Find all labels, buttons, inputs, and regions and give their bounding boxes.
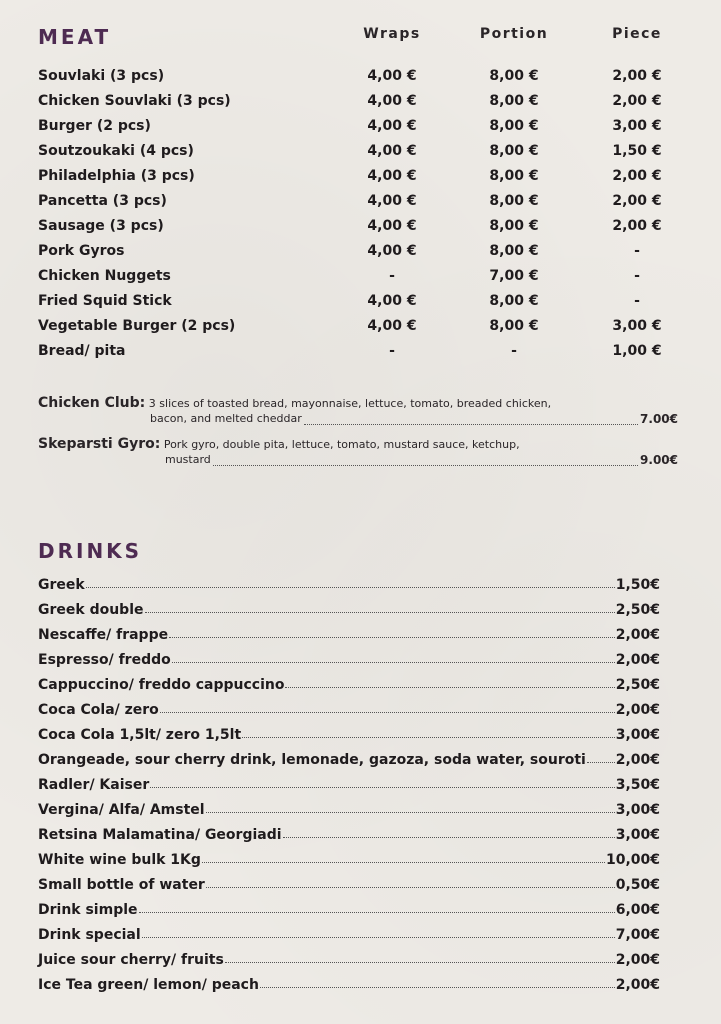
meat-item-portion-price: 8,00 €	[489, 293, 539, 309]
meat-item-piece-price: 2,00 €	[612, 218, 662, 234]
drink-item-row	[38, 693, 660, 718]
meat-item-name: Vegetable Burger (2 pcs)	[38, 318, 236, 334]
drink-item-name: Orangeade, sour cherry drink, lemonade, gazoza, soda water, souroti	[38, 752, 586, 768]
meat-item-name: Chicken Souvlaki (3 pcs)	[38, 93, 231, 109]
drink-item-name: Small bottle of water	[38, 877, 205, 893]
meat-item-wraps-price: 4,00 €	[367, 118, 417, 134]
meat-item-wraps-price: 4,00 €	[367, 143, 417, 159]
drink-item-price: 2,50€	[615, 602, 660, 618]
meat-item-name: Pork Gyros	[38, 243, 125, 259]
drink-item-name: Drink special	[38, 927, 141, 943]
drink-item-price: 3,00€	[615, 727, 660, 743]
chicken-club-special	[38, 395, 678, 429]
meat-item-portion-price: 8,00 €	[489, 193, 539, 209]
dot-leader	[242, 737, 615, 738]
meat-item-row	[38, 316, 678, 341]
dot-leader	[202, 862, 605, 863]
dot-leader	[145, 612, 615, 613]
drink-item-name: Juice sour cherry/ fruits	[38, 952, 224, 968]
drink-item-name: Coca Cola 1,5lt/ zero 1,5lt	[38, 727, 242, 743]
meat-item-portion-price: 8,00 €	[489, 93, 539, 109]
drink-item-row	[38, 618, 660, 643]
meat-item-row	[38, 341, 678, 366]
dot-leader	[139, 912, 615, 913]
drink-item-row	[38, 668, 660, 693]
column-wraps: Wraps	[363, 26, 421, 42]
drink-item-name: Greek double	[38, 602, 144, 618]
dot-leader	[206, 887, 615, 888]
drink-item-name: Cappuccino/ freddo cappuccino	[38, 677, 285, 693]
drink-item-price: 0,50€	[615, 877, 660, 893]
drink-item-name: Nescaffe/ frappe	[38, 627, 169, 643]
column-portion: Portion	[479, 26, 549, 42]
dot-leader	[304, 412, 638, 425]
drink-item-price: 2,50€	[615, 677, 660, 693]
drink-item-name: Vergina/ Alfa/ Amstel	[38, 802, 205, 818]
meat-item-portion-price: -	[511, 343, 517, 359]
meat-item-portion-price: 8,00 €	[489, 218, 539, 234]
meat-item-name: Fried Squid Stick	[38, 293, 172, 309]
meat-item-row	[38, 66, 678, 91]
drink-item-row	[38, 643, 660, 668]
meat-item-wraps-price: -	[389, 343, 395, 359]
meat-item-piece-price: 3,00 €	[612, 318, 662, 334]
dot-leader	[150, 787, 614, 788]
meat-item-wraps-price: 4,00 €	[367, 168, 417, 184]
drink-item-price: 2,00€	[615, 977, 660, 993]
drink-item-price: 2,00€	[615, 627, 660, 643]
drink-item-price: 3,50€	[615, 777, 660, 793]
meat-item-piece-price: 3,00 €	[612, 118, 662, 134]
chicken-club-description-line1: 3 slices of toasted bread, mayonnaise, lettuce, tomato, breaded chicken,	[148, 397, 552, 410]
skeparsti-gyro-label: Skeparsti Gyro:	[38, 436, 161, 452]
meat-item-row	[38, 266, 678, 291]
chicken-club-price: 7.00€	[640, 412, 678, 426]
meat-item-portion-price: 7,00 €	[489, 268, 539, 284]
drink-item-name: Espresso/ freddo	[38, 652, 171, 668]
drink-item-name: Greek	[38, 577, 85, 593]
drink-item-name: Coca Cola/ zero	[38, 702, 159, 718]
drink-item-row	[38, 768, 660, 793]
meat-item-name: Bread/ pita	[38, 343, 126, 359]
dot-leader	[142, 937, 615, 938]
drink-item-price: 6,00€	[615, 902, 660, 918]
dot-leader	[283, 837, 615, 838]
skeparsti-gyro-description-line2: mustard	[165, 453, 211, 466]
meat-item-row	[38, 166, 678, 191]
chicken-club-label: Chicken Club:	[38, 395, 146, 411]
meat-item-portion-price: 8,00 €	[489, 118, 539, 134]
meat-item-piece-price: 1,00 €	[612, 343, 662, 359]
skeparsti-gyro-price: 9.00€	[640, 453, 678, 467]
meat-item-piece-price: -	[634, 293, 640, 309]
meat-item-name: Sausage (3 pcs)	[38, 218, 164, 234]
drink-item-name: Ice Tea green/ lemon/ peach	[38, 977, 259, 993]
drink-item-row	[38, 843, 660, 868]
meat-item-piece-price: 2,00 €	[612, 68, 662, 84]
meat-item-portion-price: 8,00 €	[489, 143, 539, 159]
meat-item-piece-price: 1,50 €	[612, 143, 662, 159]
meat-item-name: Philadelphia (3 pcs)	[38, 168, 195, 184]
meat-item-portion-price: 8,00 €	[489, 168, 539, 184]
drink-item-row	[38, 943, 660, 968]
meat-item-name: Soutzoukaki (4 pcs)	[38, 143, 194, 159]
drink-item-row	[38, 918, 660, 943]
meat-list	[38, 66, 678, 366]
meat-item-row	[38, 241, 678, 266]
meat-item-piece-price: 2,00 €	[612, 168, 662, 184]
meat-item-wraps-price: 4,00 €	[367, 193, 417, 209]
meat-item-row	[38, 91, 678, 116]
meat-item-piece-price: 2,00 €	[612, 193, 662, 209]
drink-item-row	[38, 793, 660, 818]
meat-item-name: Chicken Nuggets	[38, 268, 171, 284]
drink-item-row	[38, 718, 660, 743]
dot-leader	[225, 962, 615, 963]
meat-item-wraps-price: 4,00 €	[367, 318, 417, 334]
meat-item-row	[38, 191, 678, 216]
meat-item-portion-price: 8,00 €	[489, 318, 539, 334]
meat-item-piece-price: -	[634, 268, 640, 284]
meat-item-row	[38, 116, 678, 141]
drink-item-name: Radler/ Kaiser	[38, 777, 150, 793]
dot-leader	[169, 637, 615, 638]
dot-leader	[260, 987, 615, 988]
meat-item-row	[38, 291, 678, 316]
drink-item-row	[38, 743, 660, 768]
dot-leader	[206, 812, 615, 813]
meat-item-wraps-price: 4,00 €	[367, 218, 417, 234]
drink-item-price: 2,00€	[615, 752, 660, 768]
skeparsti-gyro-special	[38, 436, 678, 470]
dot-leader	[172, 662, 615, 663]
drink-item-price: 1,50€	[615, 577, 660, 593]
meat-item-portion-price: 8,00 €	[489, 243, 539, 259]
drink-item-price: 10,00€	[605, 852, 660, 868]
meat-item-name: Burger (2 pcs)	[38, 118, 151, 134]
dot-leader	[160, 712, 615, 713]
meat-item-name: Souvlaki (3 pcs)	[38, 68, 165, 84]
drink-item-row	[38, 893, 660, 918]
meat-item-wraps-price: 4,00 €	[367, 243, 417, 259]
meat-item-piece-price: 2,00 €	[612, 93, 662, 109]
meat-item-wraps-price: 4,00 €	[367, 68, 417, 84]
skeparsti-gyro-description-line1: Pork gyro, double pita, lettuce, tomato, mustard sauce, ketchup,	[163, 438, 520, 451]
drink-item-row	[38, 568, 660, 593]
drinks-heading: DRINKS	[38, 539, 143, 563]
drink-item-price: 7,00€	[615, 927, 660, 943]
meat-item-wraps-price: 4,00 €	[367, 93, 417, 109]
drinks-list	[38, 568, 660, 993]
meat-item-portion-price: 8,00 €	[489, 68, 539, 84]
meat-item-wraps-price: 4,00 €	[367, 293, 417, 309]
meat-heading: MEAT	[38, 25, 112, 49]
drink-item-price: 3,00€	[615, 802, 660, 818]
drink-item-row	[38, 593, 660, 618]
drink-item-name: White wine bulk 1Kg	[38, 852, 201, 868]
meat-item-name: Pancetta (3 pcs)	[38, 193, 167, 209]
meat-item-row	[38, 216, 678, 241]
drink-item-price: 2,00€	[615, 702, 660, 718]
drink-item-name: Retsina Malamatina/ Georgiadi	[38, 827, 282, 843]
dot-leader	[213, 453, 638, 466]
drink-item-row	[38, 868, 660, 893]
dot-leader	[587, 762, 615, 763]
chicken-club-description-line2: bacon, and melted cheddar	[150, 412, 302, 425]
meat-item-row	[38, 141, 678, 166]
dot-leader	[285, 687, 614, 688]
dot-leader	[86, 587, 615, 588]
drink-item-name: Drink simple	[38, 902, 138, 918]
column-piece: Piece	[612, 26, 662, 42]
drink-item-price: 3,00€	[615, 827, 660, 843]
drink-item-row	[38, 818, 660, 843]
drink-item-row	[38, 968, 660, 993]
drink-item-price: 2,00€	[615, 652, 660, 668]
drink-item-price: 2,00€	[615, 952, 660, 968]
meat-item-wraps-price: -	[389, 268, 395, 284]
meat-item-piece-price: -	[634, 243, 640, 259]
